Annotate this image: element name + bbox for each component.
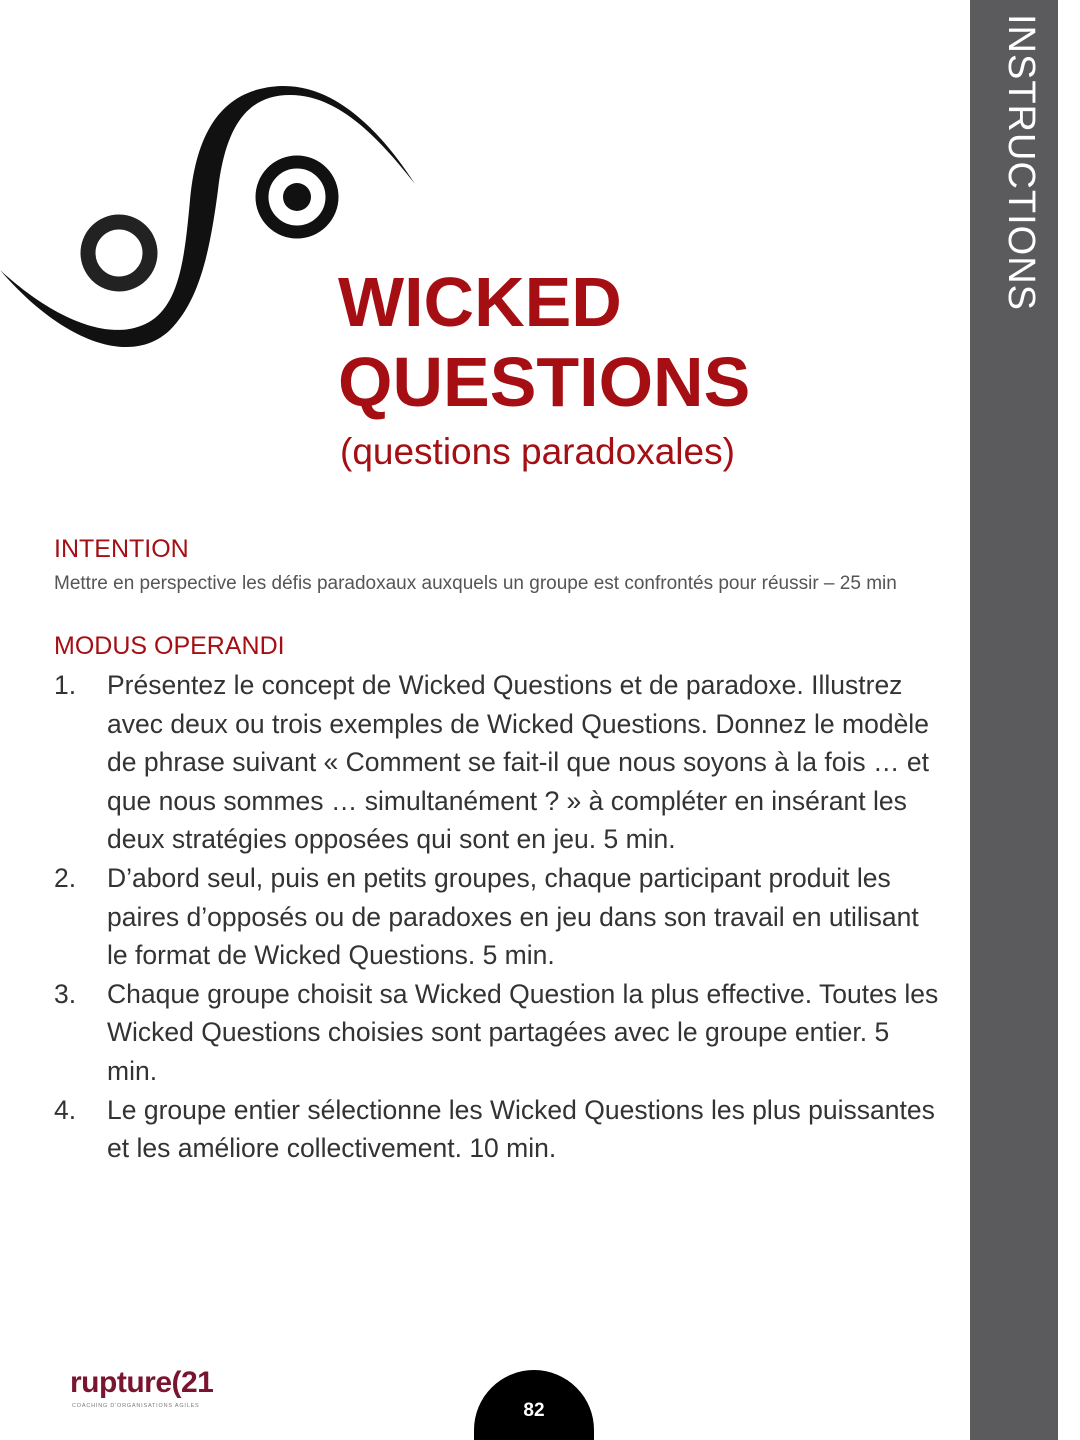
title-line-2: QUESTIONS bbox=[338, 343, 751, 421]
step-number: 4. bbox=[54, 1094, 77, 1125]
page-number: 82 bbox=[523, 1400, 545, 1421]
intention-heading: INTENTION bbox=[54, 535, 189, 563]
brand-tagline: COACHING D'ORGANISATIONS AGILES bbox=[72, 1403, 200, 1409]
brand-logo bbox=[70, 1366, 230, 1416]
modus-heading: MODUS OPERANDI bbox=[54, 632, 285, 660]
step-text: Présentez le concept de Wicked Questions et de paradoxe. Illustrez avec deux ou trois exemples de Wicked Questions. Donnez le modèle de phrase suivant « Comment se fait-il que nous soyons à la fois … et que nous sommes … simultanément ? » à compléter en insérant les deux stratégies opposées qui sont en jeu. 5 min. bbox=[107, 670, 929, 855]
title-line-1: WICKED bbox=[338, 263, 622, 341]
step-item bbox=[54, 975, 944, 1091]
step-item bbox=[54, 666, 944, 859]
step-number: 3. bbox=[54, 978, 77, 1009]
sidebar-label: INSTRUCTIONS bbox=[1000, 14, 1042, 311]
step-text: D’abord seul, puis en petits groupes, chaque participant produit les paires d’opposés ou de paradoxes en jeu dans son travail en utilisant le format de Wicked Questions. 5 min. bbox=[107, 862, 919, 971]
step-item bbox=[54, 859, 944, 975]
step-text: Chaque groupe choisit sa Wicked Question la plus effective. Toutes les Wicked Questions choisies sont partagées avec le groupe entier. 5 min. bbox=[107, 978, 939, 1086]
intention-text: Mettre en perspective les défis paradoxaux auxquels un groupe est confrontés pour réussir – 25 min bbox=[54, 573, 897, 594]
step-text: Le groupe entier sélectionne les Wicked Questions les plus puissantes et les améliore collectivement. 10 min. bbox=[107, 1094, 935, 1164]
page-number-tab bbox=[474, 1370, 594, 1440]
steps-list bbox=[54, 666, 944, 1168]
step-number: 2. bbox=[54, 862, 77, 893]
brand-name: rupture(21 bbox=[70, 1366, 214, 1399]
page-title bbox=[338, 262, 750, 422]
step-item bbox=[54, 1091, 944, 1168]
page-subtitle: (questions paradoxales) bbox=[340, 431, 735, 472]
step-number: 1. bbox=[54, 670, 77, 700]
